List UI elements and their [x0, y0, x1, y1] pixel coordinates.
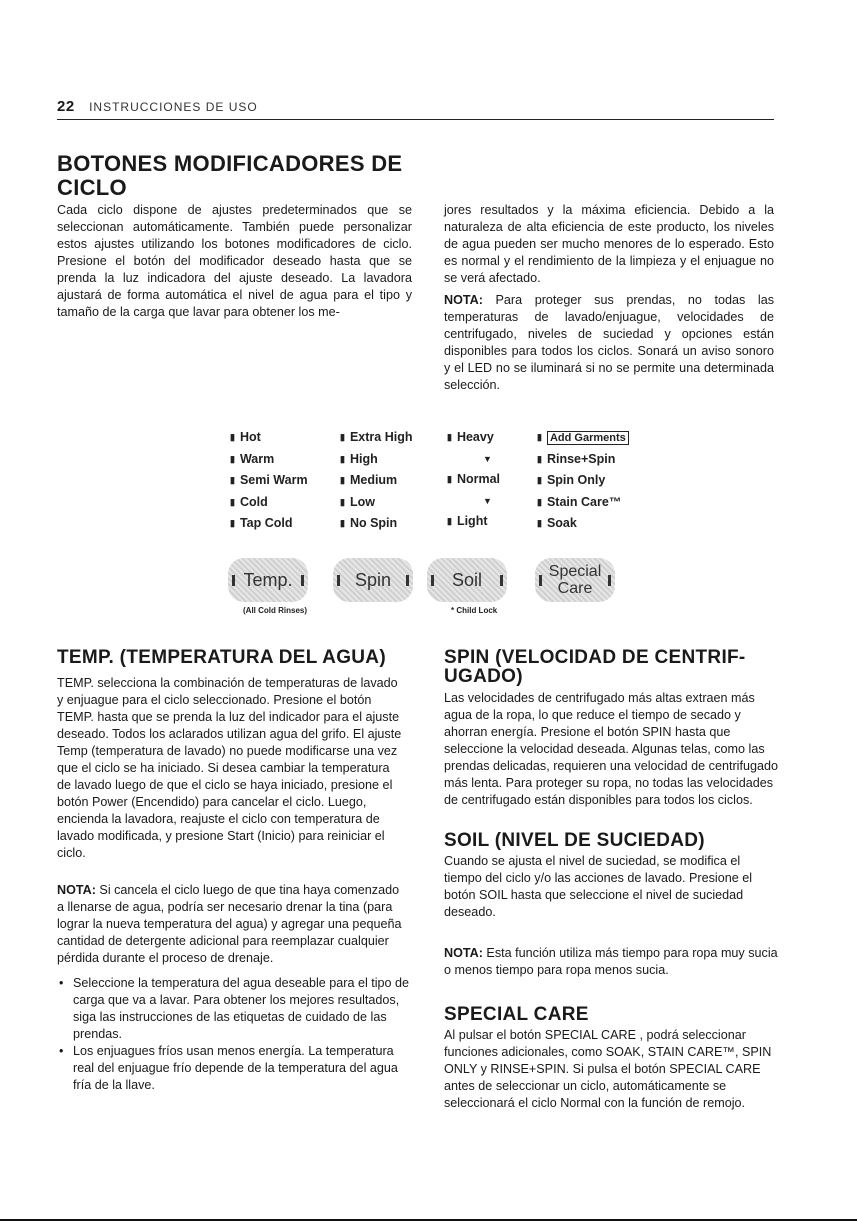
- temp-option-semi-warm: ▮ Semi Warm: [230, 470, 340, 492]
- soil-option-normal: ▮ Normal: [447, 469, 537, 491]
- temp-options-list: [230, 427, 340, 535]
- soil-title: SOIL (NIVEL DE SUCIEDAD): [444, 830, 705, 851]
- spin-title-line1: SPIN (VELOCIDAD DE CENTRIF-: [444, 647, 746, 668]
- soil-option-heavy: ▮ Heavy: [447, 427, 537, 449]
- modifier-left-text: Cada ciclo dispone de ajustes predeterminados que se seleccionan automáticamente. También puede personalizar estos ajustes utilizando los botones modificadores de ciclo. Presione el botón del modificador deseado hasta que se prenda la luz indicadora del ajuste deseado. La lavadora ajustará de forma automática el nivel de agua para el tipo y tamaño de la carga que lavar para obtener los me-: [57, 203, 412, 319]
- down-arrow-icon: ▼: [483, 495, 492, 506]
- spin-button[interactable]: [333, 558, 413, 602]
- special-care-text: Al pulsar el botón SPECIAL CARE , podrá seleccionar funciones adicionales, como SOAK, STAIN CARE™, SPIN ONLY y RINSE+SPIN. Si pulsa el botón SPECIAL CARE antes de seleccionar un ciclo, automáticamente se seleccionará el ciclo Normal con la función de remojo.: [444, 1028, 772, 1110]
- nota-label: NOTA:: [444, 946, 483, 960]
- soil-button[interactable]: [427, 558, 507, 602]
- nota-label: NOTA:: [444, 293, 483, 307]
- temp-section: [57, 648, 417, 1094]
- soil-option-light: ▮ Light: [447, 511, 537, 533]
- temp-option-tap-cold: ▮ Tap Cold: [230, 513, 340, 535]
- bottom-rule: [0, 1219, 857, 1221]
- soil-text: Cuando se ajusta el nivel de suciedad, se modifica el tiempo del ciclo y/o las acciones de lavado. Presione el botón SOIL hasta que seleccione el nivel de suciedad deseado.: [444, 854, 753, 919]
- header-title: INSTRUCCIONES DE USO: [89, 100, 258, 114]
- down-arrow-icon: ▼: [483, 453, 492, 464]
- spin-options-list: [340, 427, 450, 535]
- special-care-button-label: Special Care: [548, 563, 602, 597]
- page-number: 22: [57, 98, 75, 115]
- spin-option-medium: ▮ Medium: [340, 470, 450, 492]
- spin-button-label: Spin: [354, 569, 392, 590]
- spin-title: [444, 648, 779, 686]
- modifier-title-line2: CICLO: [57, 175, 127, 200]
- temp-option-hot: ▮ Hot: [230, 427, 340, 449]
- temp-button-label: Temp.: [243, 569, 293, 590]
- temp-note: (All Cold Rinses): [243, 606, 308, 615]
- modifier-right-text: jores resultados y la máxima eficiencia. Debido a la naturaleza de alta eficiencia de este producto, los niveles de agua pueden ser mucho menores de lo esperado. Esto es normal y el rendimiento de la limpieza y el enjuague no se verá afectado.: [444, 203, 774, 285]
- special-option-spin-only: ▮ Spin Only: [537, 470, 647, 492]
- list-item: • Seleccione la temperatura del agua deseable para el tipo de carga que va a lavar. Para obtener los mejores resultados, siga las instrucciones de las etiquetas de cuidado de las prendas.: [57, 975, 417, 1043]
- spin-option-high: ▮ High: [340, 449, 450, 471]
- spin-option-low: ▮ Low: [340, 492, 450, 514]
- soil-options-list: [447, 427, 537, 533]
- temp-paragraph: TEMP. selecciona la combinación de temperaturas de lavado y enjuague para el ciclo seleccionado. Presione el botón TEMP. hasta que se prenda la luz del indicador para el ajuste deseado. Todos los aclarados utilizan agua del grifo. El ajuste Temp (temperatura de lavado) no puede modificarse una vez que el ciclo se ha iniciado. Si desea cambiar la temperatura de lavado luego de que el ciclo se haya iniciado, presione el botón Power (Encendido) para cancelar el ciclo. Luego, encienda la lavadora, reajuste el ciclo con temperatura de lavado modificada, y presione Start (Inicio) para reiniciar el ciclo.: [57, 676, 402, 860]
- spin-text: Las velocidades de centrifugado más altas extraen más agua de la ropa, lo que reduce el tiempo de secado y ahorran energía. Presione el botón SPIN hasta que seleccione la velocidad deseada. Algunas telas, como las prendas delicadas, requieren una velocidad de centrifugado más lenta. Para proteger su ropa, no todas las velocidades de centrifugado están disponibles para todos los ciclos.: [444, 691, 778, 807]
- list-item: • Los enjuagues fríos usan menos energía. La temperatura real del enjuague frío depende de la temperatura del agua fría de la llave.: [57, 1043, 417, 1094]
- temp-button[interactable]: [228, 558, 308, 602]
- temp-option-warm: ▮ Warm: [230, 449, 340, 471]
- modifier-right-column: [444, 202, 774, 394]
- modifier-nota: [444, 292, 774, 394]
- special-option-rinse-spin: ▮ Rinse+Spin: [537, 449, 647, 471]
- header-rule: [57, 119, 774, 120]
- nota-text: Esta función utiliza más tiempo para ropa muy sucia o menos tiempo para ropa menos sucia.: [444, 946, 778, 977]
- modifier-section-title: [57, 152, 417, 200]
- temp-option-cold: ▮ Cold: [230, 492, 340, 514]
- special-option-add-garments: ▮ Add Garments: [537, 427, 647, 449]
- nota-text: Si cancela el ciclo luego de que tina haya comenzado a llenarse de agua, podría ser necesario drenar la tina (para lograr la nueva temperatura del agua) y agregar una pequeña cantidad de detergente adicional para reemplazar cualquier pérdida durante el proceso de drenaje.: [57, 883, 402, 965]
- special-care-title: SPECIAL CARE: [444, 1004, 589, 1025]
- spin-title-line2: UGADO): [444, 666, 523, 687]
- spin-option-extra-high: ▮ Extra High: [340, 427, 450, 449]
- special-options-list: [537, 427, 647, 535]
- special-option-soak: ▮ Soak: [537, 513, 647, 535]
- modifier-title-line1: BOTONES MODIFICADORES DE: [57, 151, 403, 176]
- child-lock-note: * Child Lock: [451, 606, 498, 615]
- spin-option-no-spin: ▮ No Spin: [340, 513, 450, 535]
- temp-title: TEMP. (TEMPERATURA DEL AGUA): [57, 647, 386, 668]
- nota-label: NOTA:: [57, 883, 96, 897]
- page-header: [57, 98, 258, 115]
- soil-nota: [444, 945, 779, 979]
- soil-button-label: Soil: [451, 569, 482, 590]
- temp-nota: [57, 882, 402, 967]
- nota-text: Para proteger sus prendas, no todas las temperaturas de lavado/enjuague, velocidades de centrifugado, niveles de suciedad y opciones están disponibles para todos los ciclos. Sonará un aviso sonoro y el LED no se iluminará si no se permite una determinada selección.: [444, 293, 774, 392]
- special-care-button[interactable]: [535, 558, 615, 602]
- right-sections: [444, 648, 779, 1112]
- special-option-stain-care: ▮ Stain Care™: [537, 492, 647, 514]
- temp-bullet-list: [57, 975, 417, 1094]
